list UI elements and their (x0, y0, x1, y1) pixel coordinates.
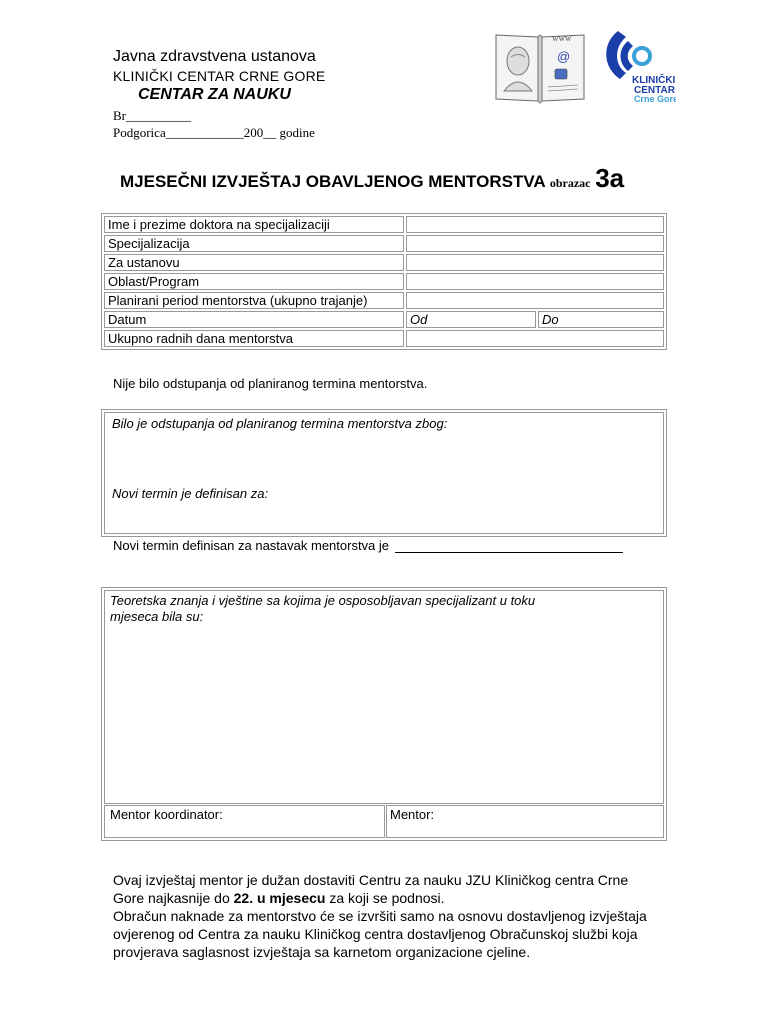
new-term-blank[interactable] (395, 538, 623, 553)
no-deviation-note: Nije bilo odstupanja od planiranog termina mentorstva. (113, 376, 428, 391)
title-form-number: 3a (595, 163, 625, 193)
row-label: Datum (104, 311, 404, 328)
place-date: Podgorica____________200__ godine (113, 125, 315, 140)
doctor-name-field[interactable] (406, 216, 664, 233)
new-term-row (113, 538, 623, 553)
disc-icon (555, 69, 567, 79)
new-term-label: Novi termin je definisan za: (112, 486, 269, 501)
table-row (104, 330, 664, 347)
footer-paragraph-2: Obračun naknade za mentorstvo će se izvršiti samo na osnovu dostavljenog izvještaja ovjerenog od Centra za nauku Kliničkog centra dostavljenog Obračunskoj službi koja provjerava saglasnost izvještaja sa karnetom organizacione cjeline. (113, 908, 647, 960)
table-row (104, 292, 664, 309)
row-label: Oblast/Program (104, 273, 404, 290)
www-label: www (552, 33, 572, 43)
institution-field[interactable] (406, 254, 664, 271)
deviation-reason-label: Bilo je odstupanja od planiranog termina mentorstva zbog: (112, 416, 448, 431)
clinical-center-logo (598, 27, 676, 107)
working-days-field[interactable] (406, 330, 664, 347)
deviation-box[interactable] (101, 409, 667, 537)
institution-type: Javna zdravstvena ustanova (113, 48, 316, 65)
table-row (104, 273, 664, 290)
table-row (104, 254, 664, 271)
table-row (104, 216, 664, 233)
knowledge-label-2: mjeseca bila su: (110, 609, 204, 624)
specialization-field[interactable] (406, 235, 664, 252)
form-title (120, 163, 624, 194)
clinic-name: KLINIČKI CENTAR CRNE GORE (113, 68, 326, 84)
planned-period-field[interactable] (406, 292, 664, 309)
row-label: Za ustanovu (104, 254, 404, 271)
title-form-word: obrazac (549, 176, 591, 190)
new-term-text: Novi termin definisan za nastavak mentorstva je (113, 538, 390, 553)
footer-paragraph-1: Ovaj izvještaj mentor je dužan dostaviti Centru za nauku JZU Kliničkog centra Crne Gore najkasnije do 22. u mjesecu za koji se podnosi. (113, 872, 629, 906)
table-row (104, 311, 664, 328)
center-name: CENTAR ZA NAUKU (138, 86, 291, 103)
portrait-bust (507, 47, 529, 75)
date-to-field[interactable]: Do (538, 311, 664, 328)
book-logo (494, 27, 586, 105)
mentor-coordinator-field[interactable] (104, 805, 385, 838)
program-field[interactable] (406, 273, 664, 290)
reference-number: Br__________ (113, 108, 191, 123)
knowledge-field[interactable] (104, 590, 664, 804)
row-label: Ukupno radnih dana mentorstva (104, 330, 404, 347)
kc-line3: Crne Gore (634, 94, 676, 104)
mentor-label: Mentor: (390, 807, 435, 822)
mentor-field[interactable] (386, 805, 664, 838)
info-table (101, 213, 667, 350)
row-label: Ime i prezime doktora na specijalizaciji (104, 216, 404, 233)
at-symbol: @ (557, 49, 571, 64)
row-label: Specijalizacija (104, 235, 404, 252)
kc-line2: CENTAR (634, 85, 675, 96)
mentor-coordinator-label: Mentor koordinator: (110, 807, 223, 822)
knowledge-label-1: Teoretska znanja i vještine sa kojima je osposobljavan specijalizant u toku (110, 593, 536, 608)
knowledge-box (101, 587, 667, 841)
row-label: Planirani period mentorstva (ukupno trajanje) (104, 292, 404, 309)
kc-line1: KLINIČKI (632, 75, 676, 86)
deadline-text: 22. u mjesecu (233, 890, 326, 906)
date-from-field[interactable]: Od (406, 311, 536, 328)
footer-note (113, 871, 653, 961)
table-row (104, 235, 664, 252)
title-main: MJESEČNI IZVJEŠTAJ OBAVLJENOG MENTORSTVA (120, 172, 546, 191)
